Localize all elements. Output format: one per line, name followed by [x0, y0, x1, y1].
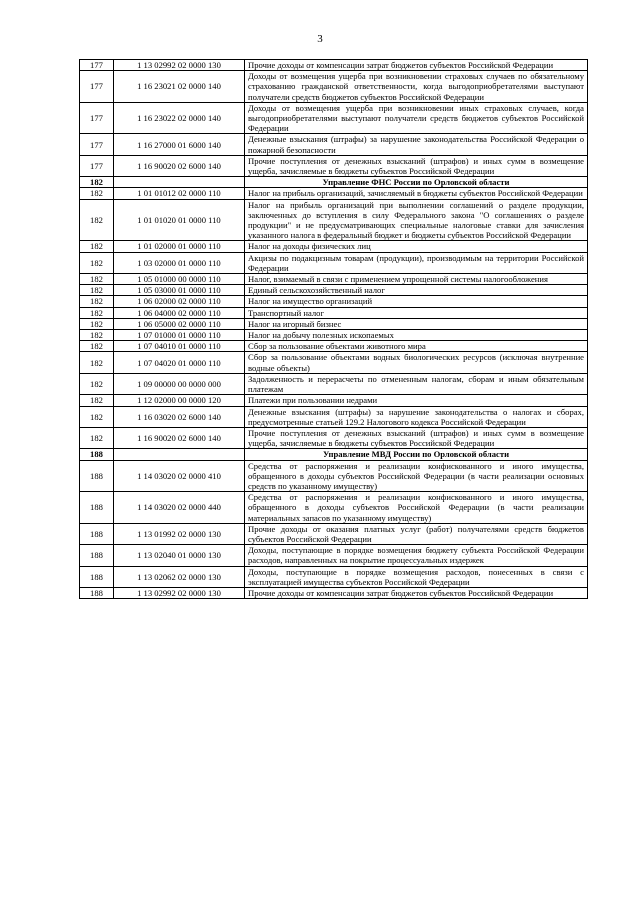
admin-code-cell: 188	[80, 492, 114, 524]
table-row	[80, 285, 588, 296]
admin-code-cell: 182	[80, 318, 114, 329]
table-row	[80, 566, 588, 587]
admin-code-cell: 182	[80, 285, 114, 296]
table-row	[80, 274, 588, 285]
admin-code-cell: 182	[80, 330, 114, 341]
revenue-name-cell: Сбор за пользование объектами водных биологических ресурсов (исключая внутренние водные объекты)	[245, 352, 588, 373]
budget-code-cell: 1 12 02000 00 0000 120	[114, 395, 245, 406]
admin-code-cell: 182	[80, 274, 114, 285]
budget-code-cell: 1 16 90020 02 6000 140	[114, 155, 245, 176]
admin-code-cell: 177	[80, 71, 114, 103]
table-row	[80, 523, 588, 544]
revenue-name-cell: Сбор за пользование объектами животного мира	[245, 341, 588, 352]
revenue-name-cell: Доходы, поступающие в порядке возмещения бюджету субъекта Российской Федерации расходов, направленных на покрытие процессуальных издержек	[245, 545, 588, 566]
admin-code-cell: 182	[80, 199, 114, 241]
budget-code-cell: 1 14 03020 02 0000 410	[114, 460, 245, 492]
table-section-header	[80, 449, 588, 460]
table-row	[80, 406, 588, 427]
table-row	[80, 102, 588, 134]
revenue-name-cell: Средства от распоряжения и реализации конфискованного и иного имущества, обращенного в доходы субъектов Российской Федерации (в части реализации основных средств по указанному имуществу)	[245, 460, 588, 492]
budget-code-cell: 1 06 02000 02 0000 110	[114, 296, 245, 307]
budget-code-cell: 1 13 02040 01 0000 130	[114, 545, 245, 566]
admin-code-cell: 182	[80, 177, 114, 188]
revenue-name-cell: Доходы от возмещения ущерба при возникновении страховых случаев по обязательному страхованию гражданской ответственности, когда выгодоприобретателями выступают получатели средств бюджетов субъектов Российской Федерации	[245, 71, 588, 103]
admin-code-cell: 182	[80, 352, 114, 373]
budget-code-cell: 1 03 02000 01 0000 110	[114, 252, 245, 273]
revenue-name-cell: Управление МВД России по Орловской области	[245, 449, 588, 460]
revenue-name-cell: Управление ФНС России по Орловской области	[245, 177, 588, 188]
admin-code-cell: 177	[80, 134, 114, 155]
revenue-name-cell: Транспортный налог	[245, 307, 588, 318]
budget-code-cell: 1 16 03020 02 6000 140	[114, 406, 245, 427]
revenue-name-cell: Прочие доходы от компенсации затрат бюджетов субъектов Российской Федерации	[245, 587, 588, 598]
revenue-name-cell: Платежи при пользовании недрами	[245, 395, 588, 406]
admin-code-cell: 188	[80, 523, 114, 544]
table-row	[80, 427, 588, 448]
revenue-name-cell: Налог на прибыль организаций, зачисляемый в бюджеты субъектов Российской Федерации	[245, 188, 588, 199]
admin-code-cell: 188	[80, 566, 114, 587]
table-row	[80, 134, 588, 155]
budget-code-cell: 1 07 04020 01 0000 110	[114, 352, 245, 373]
budget-code-cell: 1 16 90020 02 6000 140	[114, 427, 245, 448]
admin-code-cell: 182	[80, 373, 114, 394]
revenue-name-cell: Прочие доходы от компенсации затрат бюджетов субъектов Российской Федерации	[245, 60, 588, 71]
budget-code-cell: 1 16 23022 02 0000 140	[114, 102, 245, 134]
admin-code-cell: 182	[80, 395, 114, 406]
budget-code-cell: 1 01 02000 01 0000 110	[114, 241, 245, 252]
budget-code-cell: 1 13 02062 02 0000 130	[114, 566, 245, 587]
table-row	[80, 296, 588, 307]
revenue-codes-table	[79, 59, 588, 599]
budget-code-cell: 1 13 02992 02 0000 130	[114, 587, 245, 598]
admin-code-cell: 182	[80, 241, 114, 252]
revenue-name-cell: Прочие поступления от денежных взысканий (штрафов) и иных сумм в возмещение ущерба, зачисляемые в бюджеты субъектов Российской Федерации	[245, 155, 588, 176]
revenue-name-cell: Акцизы по подакцизным товарам (продукции), производимым на территории Российской Федерации	[245, 252, 588, 273]
revenue-name-cell: Налог на игорный бизнес	[245, 318, 588, 329]
budget-code-cell: 1 06 04000 02 0000 110	[114, 307, 245, 318]
revenue-name-cell: Прочие поступления от денежных взысканий (штрафов) и иных сумм в возмещение ущерба, зачисляемые в бюджеты субъектов Российской Федерации	[245, 427, 588, 448]
table-row	[80, 395, 588, 406]
revenue-name-cell: Прочие доходы от оказания платных услуг (работ) получателями средств бюджетов субъектов Российской Федерации	[245, 523, 588, 544]
revenue-name-cell: Налог на доходы физических лиц	[245, 241, 588, 252]
revenue-name-cell: Доходы, поступающие в порядке возмещения расходов, понесенных в связи с эксплуатацией имущества субъектов Российской Федерации	[245, 566, 588, 587]
budget-code-cell: 1 07 01000 01 0000 110	[114, 330, 245, 341]
budget-code-cell: 1 01 01020 01 0000 110	[114, 199, 245, 241]
budget-code-cell: 1 06 05000 02 0000 110	[114, 318, 245, 329]
budget-code-cell: 1 14 03020 02 0000 440	[114, 492, 245, 524]
revenue-name-cell: Средства от распоряжения и реализации конфискованного и иного имущества, обращенного в доходы субъектов Российской Федерации (в части реализации материальных запасов по указанному имуществу)	[245, 492, 588, 524]
revenue-name-cell: Налог на прибыль организаций при выполнении соглашений о разделе продукции, заключенных до вступления в силу Федерального закона "О соглашениях о разделе продукции" и не предусматривающих специальные налоговые ставки для зачисления указанного налога в федеральный бюджет и бюджеты субъектов Российской Федерации	[245, 199, 588, 241]
budget-code-cell: 1 05 03000 01 0000 110	[114, 285, 245, 296]
admin-code-cell: 188	[80, 460, 114, 492]
admin-code-cell: 188	[80, 449, 114, 460]
table-row	[80, 71, 588, 103]
admin-code-cell: 177	[80, 102, 114, 134]
table-row	[80, 318, 588, 329]
table-row	[80, 352, 588, 373]
admin-code-cell: 182	[80, 341, 114, 352]
admin-code-cell: 182	[80, 252, 114, 273]
revenue-name-cell: Денежные взыскания (штрафы) за нарушение законодательства Российской Федерации о пожарной безопасности	[245, 134, 588, 155]
admin-code-cell: 177	[80, 60, 114, 71]
budget-code-cell: 1 07 04010 01 0000 110	[114, 341, 245, 352]
revenue-name-cell: Денежные взыскания (штрафы) за нарушение законодательства о налогах и сборах, предусмотренные статьей 129.2 Налогового кодекса Российской Федерации	[245, 406, 588, 427]
budget-code-cell	[114, 177, 245, 188]
table-row	[80, 60, 588, 71]
table-row	[80, 341, 588, 352]
admin-code-cell: 188	[80, 545, 114, 566]
revenue-name-cell: Единый сельскохозяйственный налог	[245, 285, 588, 296]
table-row	[80, 199, 588, 241]
admin-code-cell: 182	[80, 427, 114, 448]
table-body	[80, 60, 588, 599]
budget-code-cell	[114, 449, 245, 460]
table-row	[80, 155, 588, 176]
budget-code-cell: 1 16 23021 02 0000 140	[114, 71, 245, 103]
revenue-name-cell: Задолженность и перерасчеты по отмененным налогам, сборам и иным обязательным платежам	[245, 373, 588, 394]
admin-code-cell: 182	[80, 296, 114, 307]
table-row	[80, 373, 588, 394]
table-row	[80, 241, 588, 252]
table-row	[80, 330, 588, 341]
revenue-name-cell: Налог на добычу полезных ископаемых	[245, 330, 588, 341]
table-row	[80, 252, 588, 273]
table-row	[80, 587, 588, 598]
budget-code-cell: 1 09 00000 00 0000 000	[114, 373, 245, 394]
table-row	[80, 188, 588, 199]
revenue-name-cell: Налог, взимаемый в связи с применением упрощенной системы налогообложения	[245, 274, 588, 285]
table-row	[80, 460, 588, 492]
admin-code-cell: 177	[80, 155, 114, 176]
admin-code-cell: 182	[80, 307, 114, 318]
budget-code-cell: 1 13 01992 02 0000 130	[114, 523, 245, 544]
budget-code-cell: 1 01 01012 02 0000 110	[114, 188, 245, 199]
page-number: 3	[317, 33, 323, 45]
table-row	[80, 492, 588, 524]
budget-code-cell: 1 13 02992 02 0000 130	[114, 60, 245, 71]
admin-code-cell: 182	[80, 406, 114, 427]
table-row	[80, 545, 588, 566]
revenue-name-cell: Доходы от возмещения ущерба при возникновении иных страховых случаев, когда выгодоприобретателями выступают получатели средств бюджетов субъектов Российской Федерации	[245, 102, 588, 134]
table-section-header	[80, 177, 588, 188]
table-row	[80, 307, 588, 318]
budget-code-cell: 1 05 01000 00 0000 110	[114, 274, 245, 285]
revenue-name-cell: Налог на имущество организаций	[245, 296, 588, 307]
budget-code-cell: 1 16 27000 01 6000 140	[114, 134, 245, 155]
admin-code-cell: 182	[80, 188, 114, 199]
admin-code-cell: 188	[80, 587, 114, 598]
